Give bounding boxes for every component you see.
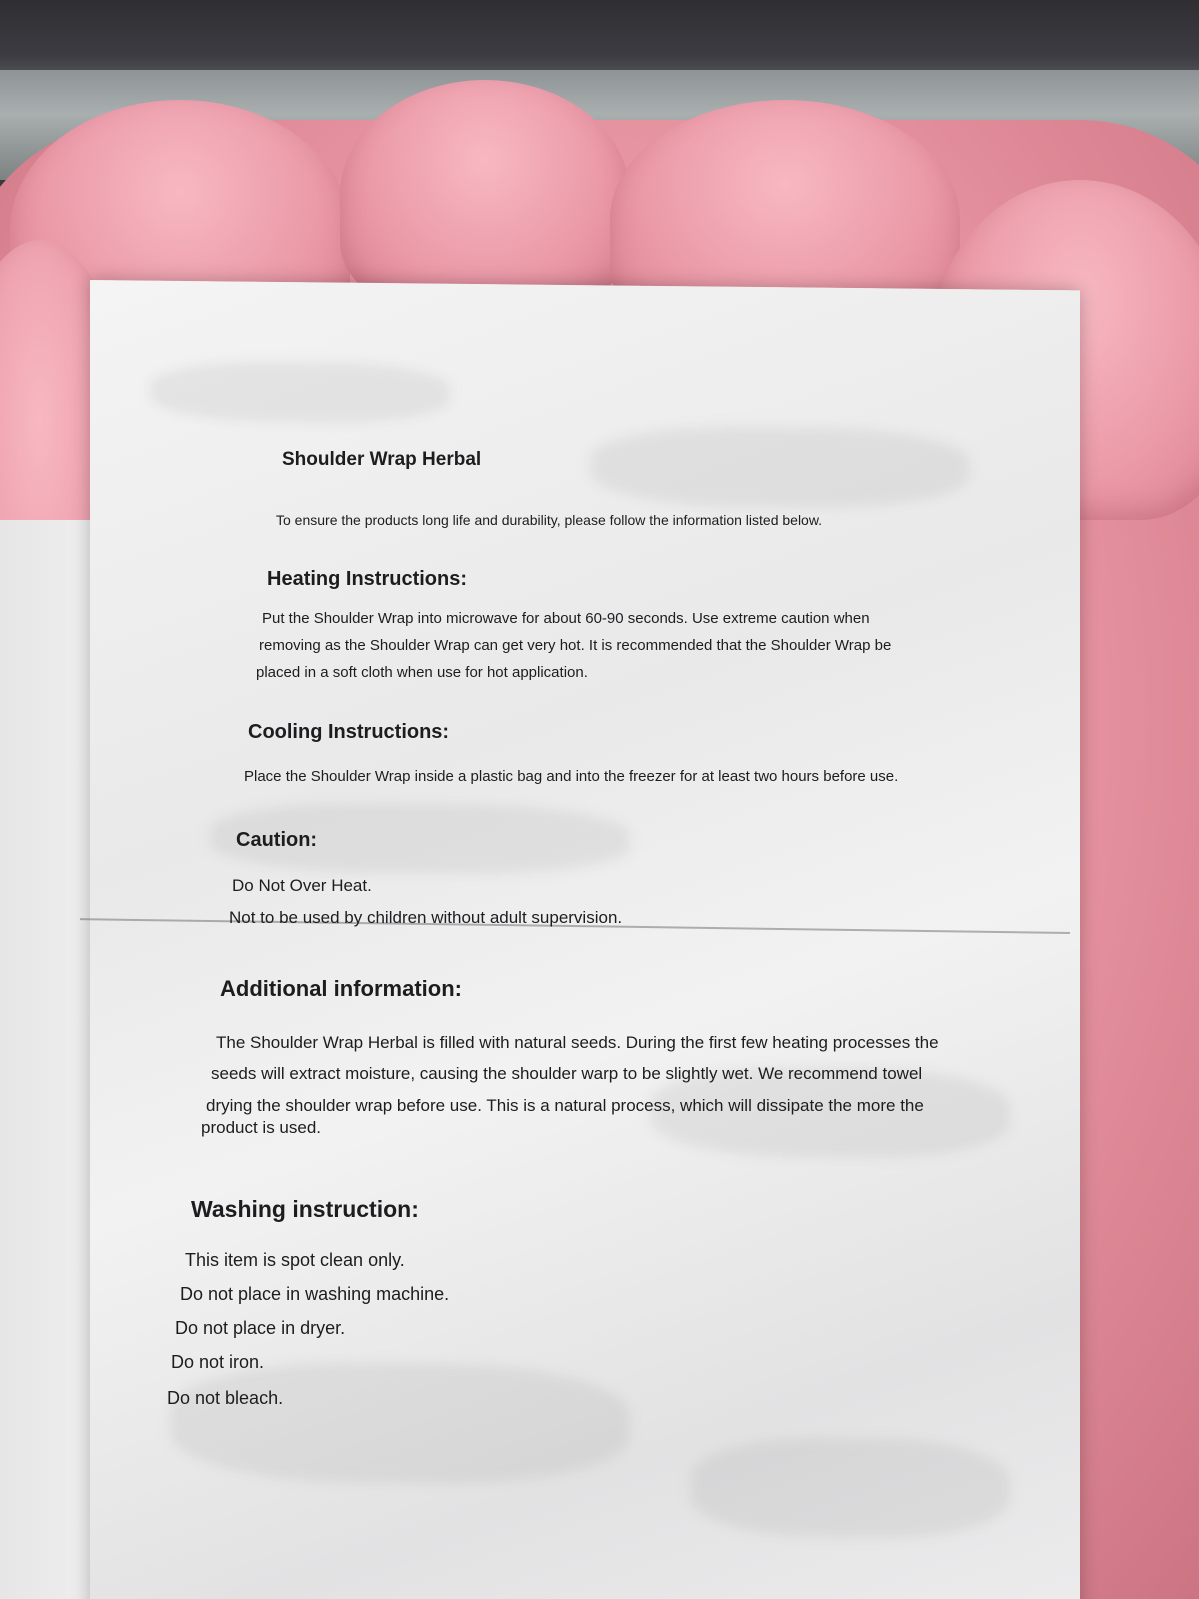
heating-heading: Heating Instructions: [267,568,468,590]
wrap-segment [340,80,630,310]
additional-line: drying the shoulder wrap before use. This is a natural process, which will dissipate the more the [206,1096,924,1115]
heating-line: removing as the Shoulder Wrap can get very hot. It is recommended that the Shoulder Wrap be [259,637,892,654]
paper-crinkle [690,1436,1010,1539]
paper-crinkle [150,361,450,424]
washing-line: This item is spot clean only. [185,1250,405,1270]
washing-line: Do not bleach. [167,1388,284,1408]
cooling-heading: Cooling Instructions: [248,721,450,743]
document-title: Shoulder Wrap Herbal [282,449,482,470]
additional-line: The Shoulder Wrap Herbal is filled with natural seeds. During the first few heating processes the [216,1033,939,1052]
washing-heading: Washing instruction: [191,1196,419,1222]
background-dark-fabric [0,0,1199,80]
washing-line: Do not place in washing machine. [180,1284,450,1304]
intro-text: To ensure the products long life and durability, please follow the information listed below. [276,512,823,528]
paper-crinkle [170,1361,630,1486]
additional-line: seeds will extract moisture, causing the shoulder warp to be slightly wet. We recommend towel [211,1064,923,1083]
cooling-line: Place the Shoulder Wrap inside a plastic bag and into the freezer for at least two hours before use. [244,768,899,785]
paper-crinkle [590,425,970,509]
washing-line: Do not iron. [171,1352,265,1372]
heating-line: Put the Shoulder Wrap into microwave for about 60-90 seconds. Use extreme caution when [262,610,870,627]
additional-line: product is used. [201,1118,322,1137]
heating-line: placed in a soft cloth when use for hot application. [256,664,588,681]
washing-line: Do not place in dryer. [175,1318,346,1338]
additional-heading: Additional information: [220,976,462,1001]
caution-line: Not to be used by children without adult supervision. [229,908,623,927]
caution-line: Do Not Over Heat. [232,876,372,895]
caution-heading: Caution: [236,829,318,851]
